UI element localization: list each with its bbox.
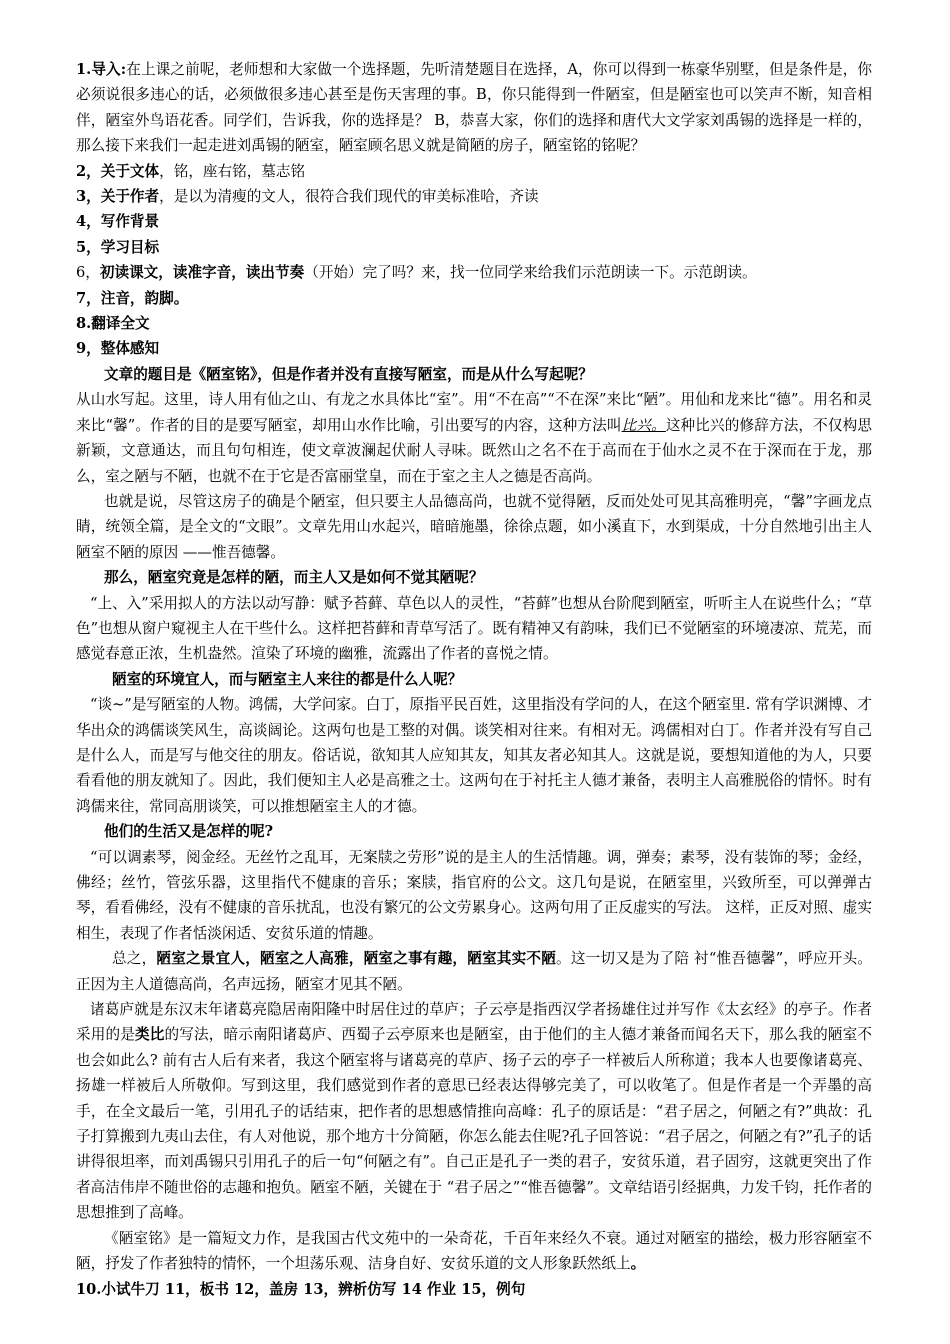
question-3: 陋室的环境宜人，而与陋室主人来往的都是什么人呢？	[112, 670, 463, 688]
answer-3: “谈~”是写陋室的人物。鸿儒，大学问家。白丁，原指平民百姓，这里指没有学问的人，在这个陋室里. 常有学识渊博、才华出众的鸿儒谈笑风生，高谈阔论。这两句也是工整的对偶。谈笑相对往来。有相对无。鸿儒相对白丁。作者并没有写自己是什么人，而是写与他交往的朋友。俗话说，欲知其人应知其友，知其友者必知其人。这就是说，要想知道他的为人，只要看看他的朋友就知了。因此，我们便知主人必是高雅之士。这两句在于衬托主人德才兼备，表明主人高雅脱俗的情怀。时有鸿儒来往，常同高朋谈笑，可以推想陋室主人的才德。	[76, 696, 872, 815]
answer-1-text-cont: 这种比兴的修辞方法，不仅构思新颖，文意通达，而且句句相连，使文章波澜起伏耐人寻味。既然山之名不在于高而在于仙水之灵不在于深而在于龙，那么，室之陋与不陋，也就不在于它是否富丽堂皇，而在于室之主人之德是否高尚。	[76, 416, 872, 485]
zhuge-paragraph	[76, 997, 872, 1226]
summary-lead: 总之，	[112, 950, 157, 968]
summary-text: 。这一切又是为了陪 衬“惟吾德馨”，呼应开头。正因为主人道德高尚，名声远扬，陋室才见其不陋。	[76, 950, 872, 993]
answer-1-underlined-term: 比兴。	[621, 416, 666, 434]
answer-1-continued: 也就是说，尽管这房子的确是个陋室，但只要主人品德高尚，也就不觉得陋，反而处处可见其高雅明亮，“馨”字画龙点睛，统领全篇，是全文的“文眼”。文章先用山水起兴，暗暗施墨，徐徐点题，如小溪直下，水到渠成，十分自然地引出主人陋室不陋的原因 ——惟吾德馨。	[76, 492, 872, 561]
question-1: 文章的题目是《陋室铭》，但是作者并没有直接写陋室，而是从什么写起呢？	[104, 365, 593, 383]
item-8-translate: 8.翻译全文	[76, 315, 150, 333]
answer-2: “上、入”采用拟人的方法以动写静：赋予苔藓、草色以人的灵性，“苔藓”也想从台阶爬到陋室，听听主人在说些什么；“草色”也想从窗户窥视主人在干些什么。这样把苔藓和青草写活了。既有精神又有韵味，我们已不觉陋室的环境凄凉、荒芜，而感觉春意正浓，生机盎然。渲染了环境的幽雅，流露出了作者的喜悦之情。	[76, 594, 872, 663]
item-3-author	[76, 184, 872, 209]
item-3-text: ，是以为清瘦的文人，很符合我们现代的审美标准哈，齐读	[159, 188, 539, 206]
question-4: 他们的生活又是怎样的呢?	[104, 823, 274, 841]
item-5-objectives: 5，学习目标	[76, 238, 160, 256]
answer-1	[76, 387, 872, 489]
question-2: 那么，陋室究竟是怎样的陋，而主人又是如何不觉其陋呢？	[104, 569, 484, 587]
item-2-heading: 2，关于文体	[76, 162, 160, 180]
item-6-heading: 初读课文，读准字音，读出节奏	[99, 264, 305, 282]
item-1-text: 在上课之前呢，老师想和大家做一个选择题，先听清楚题目在选择，A，你可以得到一栋豪华别墅，但是条件是，你必须说很多违心的话，必须做很多违心甚至是伤天害理的事。B，你只能得到一件陋室，但是陋室也可以笑声不断，知音相伴，陋室外鸟语花香。同学们，告诉我，你的选择是？ B，恭喜大家，你们的选择和唐代大文学家刘禹锡的选择是一样的，那么接下来我们一起走进刘禹锡的陋室，陋室顾名思义就是简陋的房子，陋室铭的铭呢？	[76, 61, 872, 155]
item-6-text: （开始）完了吗？来，找一位同学来给我们示范朗读一下。示范朗读。	[304, 264, 757, 282]
zhuge-key-term: 类比	[134, 1026, 165, 1044]
zhuge-text: 诸葛庐就是东汉末年诸葛亮隐居南阳隆中时居住过的草庐；子云亭是指西汉学者扬雄住过并写作《太玄经》的亭子。作者采用的是	[76, 1001, 872, 1044]
item-2-genre	[76, 159, 872, 184]
answer-1-text: 从山水写起。这里，诗人用有仙之山、有龙之水具体比“室”。用“不在高”“不在深”来比“陋”。用仙和龙来比“德”。用名和灵来比“馨”。作者的目的是要写陋室，却用山水作比喻，引出要写的内容，这种方法叫	[76, 391, 872, 434]
item-1-heading: 1.导入:	[76, 61, 127, 78]
answer-4: “可以调素琴，阅金经。无丝竹之乱耳，无案牍之劳形”说的是主人的生活情趣。调，弹奏；素琴，没有装饰的琴；金经，佛经；丝竹，管弦乐器，这里指代不健康的音乐；案牍，指官府的公文。这几句是说，在陋室里，兴致所至，可以弹弹古琴，看看佛经，没有不健康的音乐扰乱，也没有繁冗的公文劳累身心。这两句用了正反虚实的写法。 这样，正反对照、虚实相生，表现了作者恬淡闲适、安贫乐道的情趣。	[76, 848, 872, 942]
item-6-number: 6，	[76, 264, 100, 282]
item-10-activities: 10.小试牛刀 11，板书 12，盖房 13，辨析仿写 14 作业 15，例句	[76, 1280, 526, 1298]
item-3-heading: 3，关于作者	[76, 188, 160, 206]
summary-key-points: 陋室之景宜人，陋室之人高雅，陋室之事有趣，陋室其实不陋	[156, 950, 557, 968]
item-7-phonetics: 7，注音，韵脚。	[76, 289, 189, 307]
zhuge-text-cont: 的写法，暗示南阳诸葛庐、西蜀子云亭原来也是陋室，由于他们的主人德才兼备而闻名天下，那么我的陋室不也会如此么? 前有古人后有来者，我这个陋室将与诸葛亮的草庐、扬子云的亭子一样被后人所称道；我本人也要像诸葛亮、扬雄一样被后人所敬仰。写到这里，我们感觉到作者的意思已经表达得够完美了，可以收笔了。但是作者是一个弄墨的高手，在全文最后一笔，引用孔子的话结束，把作者的思想感情推向高峰：孔子的原话是：“君子居之，何陋之有?”典故：孔子打算搬到九夷山去住，有人对他说，那个地方十分简陋，你怎么能去住呢?孔子回答说：“君子居之，何陋之有?”孔子的话讲得很坦率，而刘禹锡只引用孔子的后一句“何陋之有”。自己正是孔子一类的君子，安贫乐道，君子固穷，这就更突出了作者高洁伟岸不随世俗的志趣和抱负。陋室不陋，关键在于 “君子居之”“惟吾德馨”。文章结语引经据典，力发千钧，托作者的思想推到了高峰。	[76, 1026, 872, 1222]
summary-paragraph	[76, 946, 872, 997]
item-1-intro	[76, 57, 872, 159]
item-2-text: ，铭，座右铭，墓志铭	[159, 162, 306, 180]
closing-end-mark: 。	[630, 1255, 646, 1273]
closing-paragraph	[76, 1226, 872, 1277]
item-9-overall: 9，整体感知	[76, 340, 160, 358]
closing-text: 《陋室铭》是一篇短文力作，是我国古代文苑中的一朵奇花，千百年来经久不衰。通过对陋室的描绘，极力形容陋室不陋，抒发了作者独特的情怀，一个坦荡乐观、洁身自好、安贫乐道的文人形象跃然纸上	[76, 1229, 872, 1273]
item-4-background: 4，写作背景	[76, 213, 160, 231]
item-6-first-reading	[76, 260, 872, 285]
